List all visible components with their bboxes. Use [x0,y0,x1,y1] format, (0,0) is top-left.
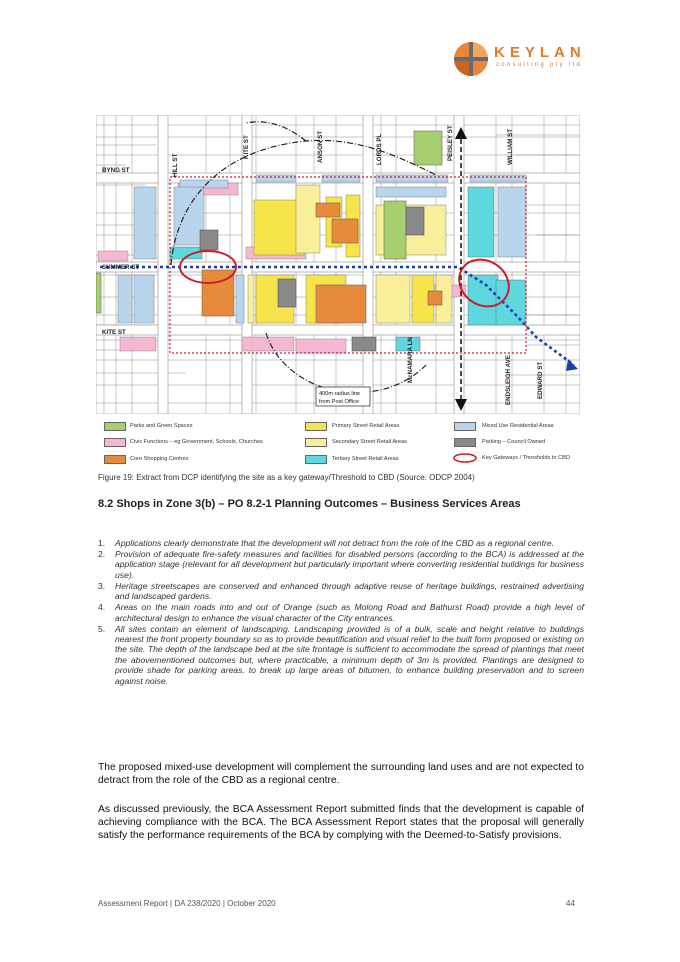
figure-caption: Figure 19: Extract from DCP identifying the site as a key gateway/Threshold to CBD (Source: ODCP 2004) [98,473,475,482]
radius-note-line2: from Post Office [319,399,359,405]
map-legend [100,418,578,472]
legend-swatch-secondary [305,438,327,447]
legend-swatch-mixed [454,422,476,431]
body-paragraph: As discussed previously, the BCA Assessment Report submitted finds that the development is capable of achieving compliance with the BCA. The BCA Assessment Report states that the proposal will generally satisfy the performance requirements of the BCA by complying with the Deemed-to-Satisfy provisions. [98,804,584,841]
list-item: 1. Applications clearly demonstrate that the development will not detract from the role of the CBD as a regional centre. [98,538,554,548]
street-label-endsleigh: ENDSLEIGH AVE [505,355,512,405]
street-label-william: WILLIAM ST [507,128,514,165]
logo-subtitle: consulting pty ltd [496,62,583,68]
planning-outcomes-list [98,538,584,687]
legend-label-tertiary: Tertiary Street Retail Areas [332,456,399,462]
logo-mark-icon [452,40,490,78]
street-label-kite: KITE ST [102,329,126,336]
legend-swatch-civic [104,438,126,447]
map-figure [96,115,580,414]
cbd-zoning-map [96,115,580,414]
legend-swatch-tertiary [305,455,327,464]
company-logo [452,40,592,76]
legend-swatch-primary [305,422,327,431]
legend-swatch-parks [104,422,126,431]
legend-label-mixed: Mixed Use Residential Areas [482,423,554,429]
street-label-peisley: PEISLEY ST [447,125,454,161]
list-item: 2. Provision of adequate fire-safety measures and facilities for disabled persons (according to the BCA) is addressed at the application stage (relevant for all development but particularly important where converting residential buildings for business use). [98,549,584,580]
list-item: 3. Heritage streetscapes are conserved and enhanced through adaptive reuse of heritage buildings, restrained advertising and landscaped gardens. [98,580,584,602]
list-item: 4. Areas on the main roads into and out of Orange (such as Molong Road and Bathurst Road) provide a high level of architectural design to enhance the visual character of the City entrances. [98,602,584,623]
legend-swatch-core [104,455,126,464]
street-label-mcnamara: McNAMARA LN [407,337,414,383]
legend-label-primary: Primary Street Retail Areas [332,423,400,429]
section-heading: 8.2 Shops in Zone 3(b) – PO 8.2-1 Planning Outcomes – Business Services Areas [98,498,521,510]
legend-label-gateway: Key Gateways / Thresholds to CBD [482,455,570,461]
street-label-lords: LORDS PL [376,133,383,165]
street-label-summer: SUMMER ST [102,264,140,271]
legend-label-civic: Civic Functions – eg Government, Schools, Churches [130,439,263,445]
street-label-byng: BYNG ST [102,167,130,174]
legend-label-secondary: Secondary Street Retail Areas [332,439,407,445]
legend-label-core: Core Shopping Centres [130,456,189,462]
body-paragraph: The proposed mixed-use development will complement the surrounding land uses and are not expected to detract from the role of the CBD as a regional centre. [98,762,584,786]
street-label-kite-v: KITE ST [243,135,250,159]
footer-document-ref: Assessment Report | DA 238/2020 | October 2020 [98,899,276,908]
legend-label-parking: Parking – Council Owned [482,439,546,445]
street-label-hill: HILL ST [172,153,179,177]
legend-label-parks: Parks and Green Spaces [130,423,193,429]
legend-swatch-gateway [452,452,478,464]
page-number: 44 [566,899,575,908]
list-item: 5. All sites contain an element of landscaping. Landscaping provided is of a bulk, scale and height relative to buildings nearest the front property boundary so as to provide beautification and visual relief to the built form proposed or existing on the site. The depth of the landscape bed at the site frontage is sufficient to accommodate the spread of plantings that meet the abovementioned outcomes but, where practicable, a minimum depth of 3m is provided. Plantings are designed to provide shade for parking areas, to break up large areas of bitumen, to enhance building preservation and to screen against noise. [98,623,584,686]
radius-note-line: 400m radius line [319,391,361,397]
legend-swatch-parking [454,438,476,447]
street-label-anson: ANSON ST [317,131,324,163]
logo-wordmark: KEYLAN [494,44,586,61]
street-label-edward: EDWARD ST [537,361,544,399]
